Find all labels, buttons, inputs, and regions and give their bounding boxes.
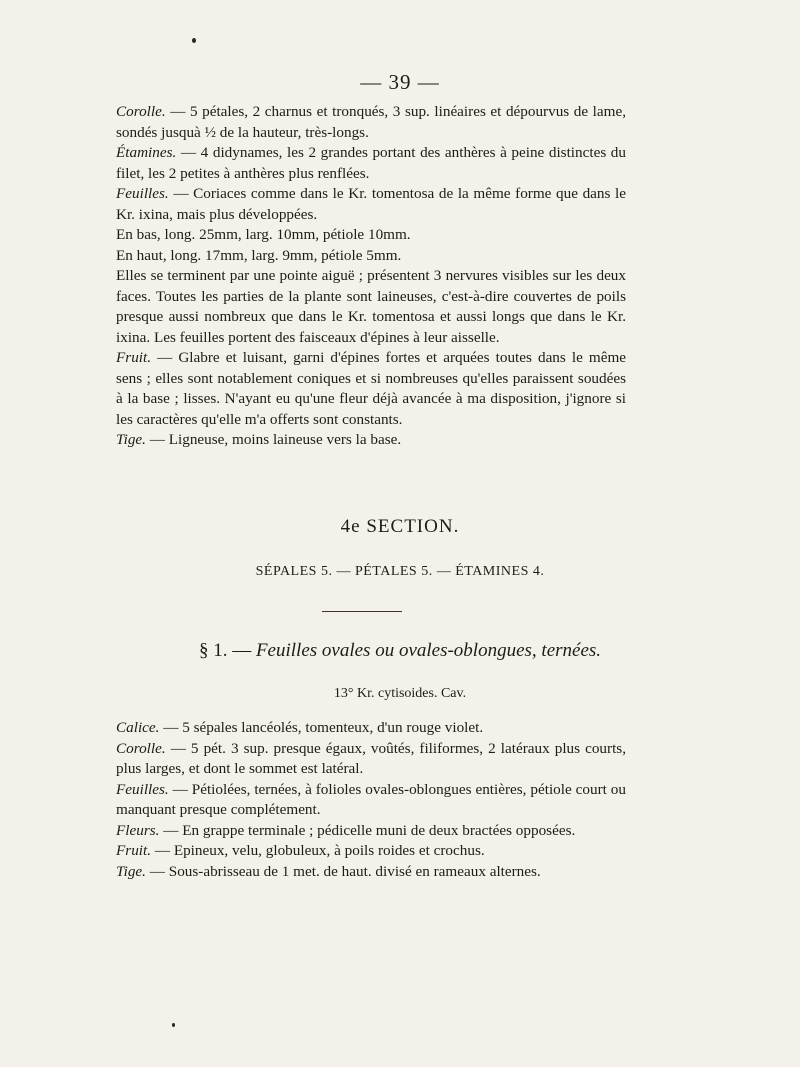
text-corolle: — 5 pétales, 2 charnus et tronqués, 3 sup. linéaires et dépourvus de lame, sondés jusquà ½ de la hauteur, très-longs. <box>116 103 626 141</box>
label-calice: Calice. <box>116 719 160 736</box>
label-tige: Tige. <box>116 431 146 448</box>
text-feuilles: — Coriaces comme dans le Kr. tomentosa de la même forme que dans le Kr. ixina, mais plus développées. <box>116 185 626 223</box>
paragraph-feuilles-2 <box>116 780 626 821</box>
text-en-haut: En haut, long. 17mm, larg. 9mm, pétiole 5mm. <box>116 246 402 264</box>
paragraph-en-haut <box>116 246 626 267</box>
label-tige-2: Tige. <box>116 862 146 880</box>
label-fleurs: Fleurs. <box>116 821 160 839</box>
paragraph-corolle <box>116 102 626 143</box>
label-corolle-2: Corolle. <box>116 739 166 757</box>
text-feuilles-2: — Pétiolées, ternées, à folioles ovales-oblongues entières, pétiole court ou manquant presque complétement. <box>116 780 626 818</box>
paragraph-heading <box>0 640 800 662</box>
page-number: — 39 — <box>360 70 440 94</box>
label-etamines: Étamines. <box>116 144 177 161</box>
paragraph-en-bas <box>116 225 626 246</box>
text-block-lower <box>116 718 626 882</box>
text-corolle-2: — 5 pét. 3 sup. presque égaux, voûtés, filiformes, 2 latéraux plus courts, plus larges, et dont le sommet est latéral. <box>116 739 626 777</box>
paragraph-fleurs <box>116 821 626 842</box>
paragraph-description <box>116 266 626 348</box>
paragraph-fruit <box>116 348 626 430</box>
label-feuilles: Feuilles. <box>116 185 169 202</box>
paragraph-tige-2 <box>116 862 626 883</box>
text-tige-2: — Sous-abrisseau de 1 met. de haut. divisé en rameaux alternes. <box>145 862 541 880</box>
text-block-upper <box>116 102 626 451</box>
section-title: 4e SECTION. <box>340 516 460 537</box>
text-fleurs: — En grappe terminale ; pédicelle muni de deux bractées opposées. <box>159 821 576 839</box>
paragraph-number: § 1. — <box>198 640 256 661</box>
paragraph-corolle-2 <box>116 739 626 780</box>
text-fruit-2: — Epineux, velu, globuleux, à poils roides et crochus. <box>151 842 485 859</box>
species-heading: 13° Kr. cytisoides. Cav. <box>333 686 467 701</box>
paragraph-feuilles <box>116 184 626 225</box>
section-subtitle: SÉPALES 5. — PÉTALES 5. — ÉTAMINES 4. <box>255 564 545 579</box>
ink-speck <box>172 1023 175 1027</box>
text-calice: — 5 sépales lancéolés, tomenteux, d'un rouge violet. <box>159 719 484 736</box>
label-fruit-2: Fruit. <box>116 842 152 859</box>
label-corolle: Corolle. <box>116 103 166 120</box>
text-etamines: — 4 didynames, les 2 grandes portant des anthères à peine distinctes du filet, les 2 petites à anthères plus renflées. <box>116 144 626 182</box>
paragraph-calice <box>116 718 626 739</box>
text-description: Elles se terminent par une pointe aiguë ; présentent 3 nervures visibles sur les deux faces. Toutes les parties de la plante sont laineuses, c'est-à-dire couvertes de poils presque aussi nombreux que dans le Kr. tomentosa et aussi longs que dans le Kr. ixina. Les feuilles portent des faisceaux d'épines à leur aisselle. <box>116 267 626 346</box>
paragraph-etamines <box>116 143 626 184</box>
text-fruit: — Glabre et luisant, garni d'épines fortes et arquées toutes dans le même sens ; elles sont notablement coniques et si nombreuses qu'elles paraissent soudées à la base ; lisses. N'ayant eu qu'une fleur déjà avancée à ma disposition, j'ignore si les caractères qu'elle m'a offerts sont constants. <box>116 349 626 428</box>
section-divider <box>322 611 402 612</box>
label-feuilles-2: Feuilles. <box>116 780 169 798</box>
paragraph-fruit-2 <box>116 841 626 862</box>
label-fruit: Fruit. <box>116 349 152 366</box>
paragraph-tige <box>116 430 626 451</box>
ink-speck <box>192 38 196 43</box>
text-tige: — Ligneuse, moins laineuse vers la base. <box>145 431 402 448</box>
paragraph-title: Feuilles ovales ou ovales-oblongues, ternées. <box>255 640 602 661</box>
text-en-bas: En bas, long. 25mm, larg. 10mm, pétiole 10mm. <box>116 226 411 243</box>
